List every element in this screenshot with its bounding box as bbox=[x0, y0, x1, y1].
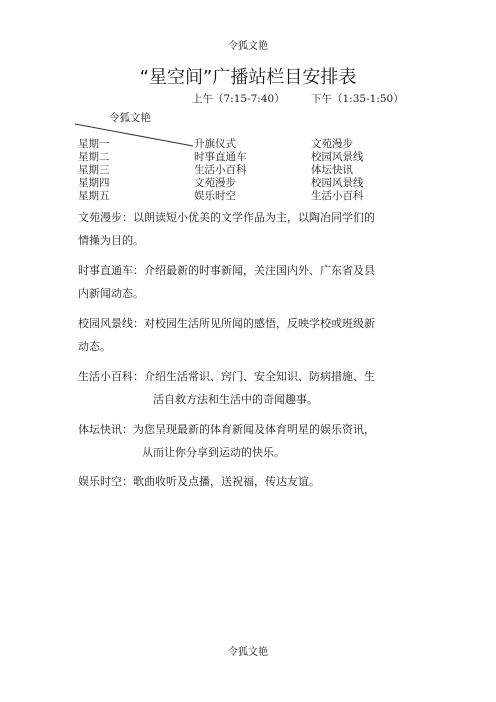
table-cell-morning: 时事直通车 bbox=[194, 151, 247, 163]
description-line: 时事直通车：介绍最新的时事新闻，关注国内外、广东省及县 bbox=[78, 264, 375, 277]
table-cell-afternoon: 校园风景线 bbox=[311, 177, 364, 189]
table-cell-morning: 文苑漫步 bbox=[194, 177, 236, 189]
table-cell-morning: 娱乐时空 bbox=[194, 190, 236, 202]
description-line: 娱乐时空：歌曲收听及点播，送祝福，传达友谊。 bbox=[78, 475, 320, 488]
description-line: 动态。 bbox=[78, 340, 111, 353]
table-cell-afternoon: 校园风景线 bbox=[311, 151, 364, 163]
table-cell-morning: 生活小百科 bbox=[194, 164, 247, 176]
description-line: 从而让你分享到运动的快乐。 bbox=[142, 446, 285, 459]
table-cell-day: 星期四 bbox=[78, 177, 110, 189]
table-cell-day: 星期一 bbox=[78, 138, 110, 150]
table-cell-afternoon: 生活小百科 bbox=[311, 190, 364, 202]
table-cell-day: 星期五 bbox=[78, 190, 110, 202]
page-footer: 令狐文艳 bbox=[228, 647, 268, 658]
page-title: “星空间”广播站栏目安排表 bbox=[139, 67, 357, 88]
column-header-afternoon: 下午（1:35-1:50） bbox=[311, 93, 404, 105]
description-line: 文苑漫步：以朗读短小优美的文学作品为主，以陶冶同学们的 bbox=[78, 211, 375, 224]
table-cell-day: 星期二 bbox=[78, 151, 110, 163]
description-line: 内新闻动态。 bbox=[78, 287, 144, 300]
table-cell-day: 星期三 bbox=[78, 164, 110, 176]
table-cell-afternoon: 文苑漫步 bbox=[311, 138, 353, 150]
description-line: 体坛快讯：为您呈现最新的体育新闻及体育明星的娱乐资讯， bbox=[78, 423, 375, 436]
description-line: 校园风景线：对校园生活所见所闻的感悟，反映学校或班级新 bbox=[78, 317, 375, 330]
column-header-morning: 上午（7:15-7:40） bbox=[192, 93, 285, 105]
description-line: 生活小百科：介绍生活常识、窍门、安全知识、防病措施、生 bbox=[78, 370, 375, 383]
table-corner-label: 令狐文艳 bbox=[109, 112, 151, 124]
table-cell-afternoon: 体坛快讯 bbox=[311, 164, 353, 176]
description-line: 情操为目的。 bbox=[78, 234, 144, 247]
description-line: 活自救方法和生活中的奇闻趣事。 bbox=[153, 393, 318, 406]
table-cell-morning: 升旗仪式 bbox=[194, 138, 236, 150]
page-header: 令狐文艳 bbox=[228, 41, 268, 52]
